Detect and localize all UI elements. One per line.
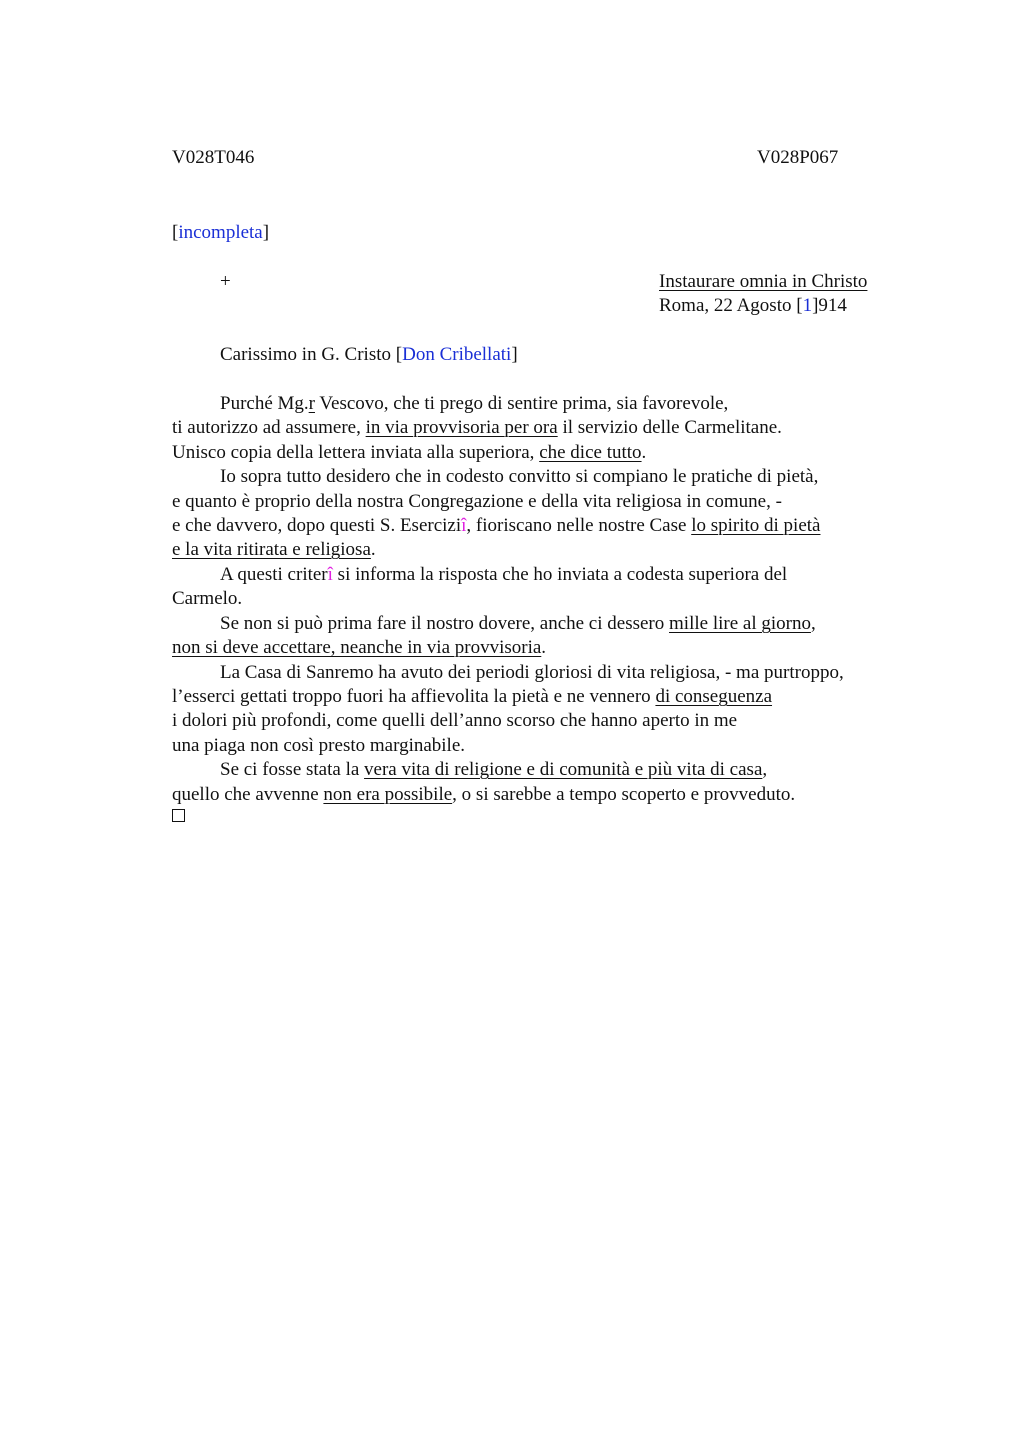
underlined-run: in via provvisoria per ora — [365, 417, 558, 438]
text-run: . — [370, 539, 376, 560]
body-line-17 — [172, 784, 795, 806]
salutation-text: Carissimo in G. Cristo [ — [220, 344, 403, 365]
text-run: . — [641, 442, 647, 463]
body-line-16 — [220, 759, 767, 781]
underlined-run: r — [308, 393, 315, 414]
date-year-digit: 1 — [802, 295, 813, 316]
body-line-6 — [172, 515, 820, 537]
cross-symbol: + — [220, 271, 231, 292]
text-run: il servizio delle Carmelitane. — [557, 417, 782, 438]
text-run: Purché Mg. — [220, 393, 309, 414]
underlined-run: non si deve accettare, neanche in via provvisoria — [172, 637, 542, 658]
text-run: , o si sarebbe a tempo scoperto e provveduto. — [452, 784, 796, 805]
body-line-14: i dolori più profondi, come quelli dell’anno scorso che hanno aperto in me — [172, 710, 738, 731]
salutation — [220, 344, 518, 366]
recipient-name: Don Cribellati — [402, 344, 512, 365]
text-run: si informa la risposta che ho inviata a codesta superiora del — [332, 564, 788, 585]
text-run: Unisco copia della lettera inviata alla superiora, — [172, 442, 540, 463]
text-run: A questi criter — [220, 564, 328, 585]
end-marker-square — [172, 809, 185, 822]
body-line-4: Io sopra tutto desidero che in codesto convitto si compiano le pratiche di pietà, — [220, 466, 819, 487]
text-run: , — [810, 613, 816, 634]
document-code-left: V028T046 — [172, 147, 255, 168]
text-run: e che davvero, dopo questi S. Esercizi — [172, 515, 462, 536]
body-line-15: una piaga non così presto marginabile. — [172, 735, 466, 756]
text-run: Vescovo, che ti prego di sentire prima, sia favorevole, — [314, 393, 729, 414]
body-line-8 — [220, 564, 787, 586]
document-code-right: V028P067 — [757, 147, 839, 168]
underlined-run: che dice tutto — [539, 442, 642, 463]
text-run: l’esserci gettati troppo fuori ha affievolita la pietà e ne vennero — [172, 686, 656, 707]
text-run: quello che avvenne — [172, 784, 324, 805]
text-run: Se non si può prima fare il nostro dovere, anche ci dessero — [220, 613, 670, 634]
motto — [659, 271, 867, 293]
motto-text: Instaurare omnia in Christo — [659, 271, 868, 292]
text-run: Se ci fosse stata la — [220, 759, 365, 780]
body-line-2 — [172, 417, 782, 439]
text-run: . — [541, 637, 547, 658]
body-line-5: e quanto è proprio della nostra Congregazione e della vita religiosa in comune, - — [172, 491, 782, 512]
underlined-run: lo spirito di pietà — [691, 515, 821, 536]
salutation-close: ] — [511, 344, 518, 365]
text-run: , fioriscano nelle nostre Case — [466, 515, 692, 536]
body-line-10 — [220, 613, 816, 635]
bracket-close: ] — [262, 222, 270, 243]
highlighted-char: î — [461, 515, 467, 536]
underlined-run: di conseguenza — [655, 686, 773, 707]
status-note-text: incompleta — [178, 222, 263, 243]
body-line-11 — [172, 637, 546, 659]
text-run: , — [762, 759, 768, 780]
underlined-run: vera vita di religione e di comunità e più vita di casa — [364, 759, 763, 780]
body-line-1 — [220, 393, 728, 415]
highlighted-char: î — [327, 564, 333, 585]
letter-date — [659, 295, 847, 317]
body-line-3 — [172, 442, 646, 464]
underlined-run: non era possibile — [323, 784, 453, 805]
date-suffix: ]914 — [812, 295, 847, 316]
underlined-run: e la vita ritirata e religiosa — [172, 539, 371, 560]
text-run: ti autorizzo ad assumere, — [172, 417, 366, 438]
body-line-9: Carmelo. — [172, 588, 243, 609]
date-prefix: Roma, 22 Agosto [ — [659, 295, 803, 316]
underlined-run: mille lire al giorno — [669, 613, 811, 634]
body-line-12: La Casa di Sanremo ha avuto dei periodi gloriosi di vita religiosa, - ma purtroppo, — [220, 662, 844, 683]
body-line-13 — [172, 686, 772, 708]
status-note — [172, 222, 269, 244]
bracket-open: [ — [172, 222, 179, 243]
body-line-7 — [172, 539, 376, 561]
